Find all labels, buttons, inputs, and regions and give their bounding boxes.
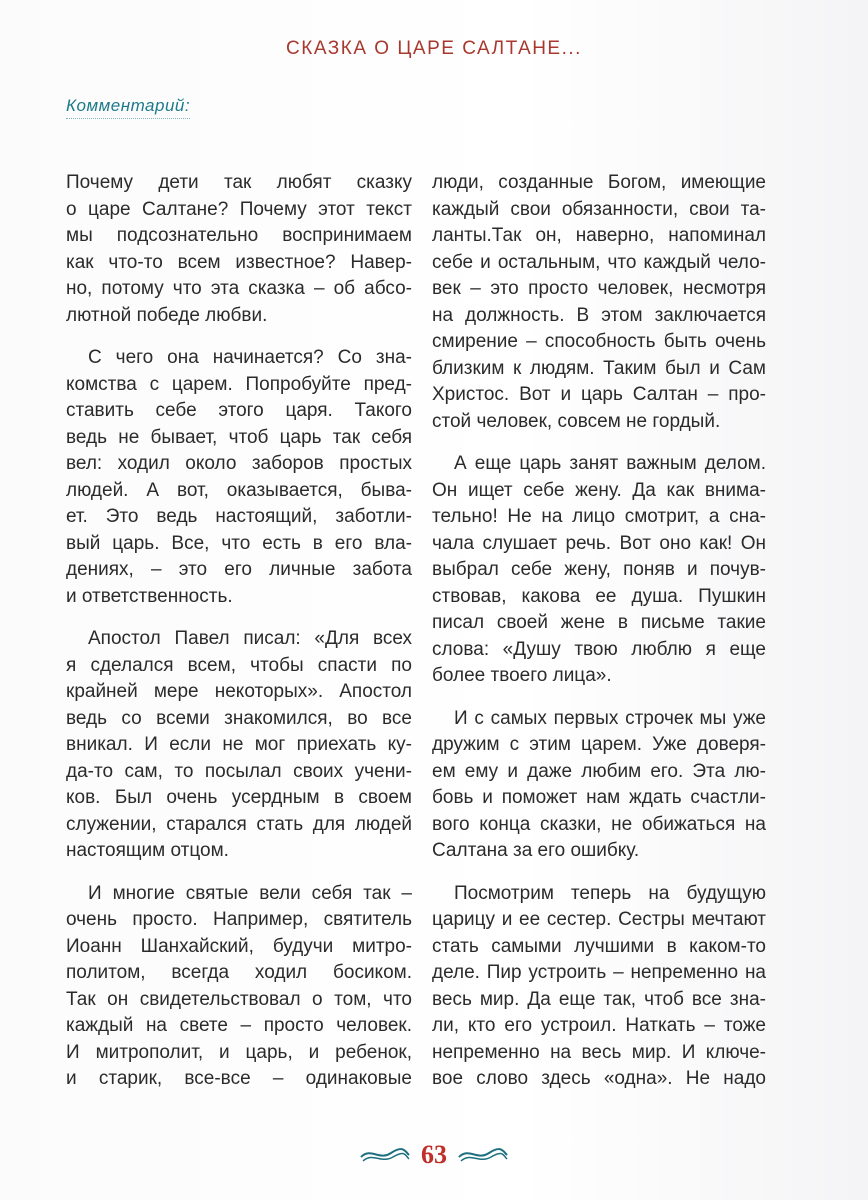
text-line: настоящим отцом.	[66, 840, 229, 861]
text-column-left	[66, 170, 412, 1109]
paragraph	[432, 706, 766, 865]
text-line: Иоанн Шанхайский, будучи митро-	[66, 935, 412, 957]
text-line: А еще царь занят важным делом.	[454, 453, 766, 474]
text-line: чала слушает речь. Вот оно как! Он	[432, 532, 766, 554]
text-line: ствовав, какова ее душа. Пушкин	[432, 585, 766, 607]
text-line: И митрополит, и царь, и ребенок,	[66, 1041, 412, 1063]
page-footer	[0, 1140, 868, 1170]
text-line: ем ему и даже любим его. Эта лю-	[432, 760, 766, 782]
running-title: СКАЗКА О ЦАРЕ САЛТАНЕ...	[286, 38, 582, 59]
paragraph	[66, 345, 412, 610]
paragraph	[66, 170, 412, 329]
text-line: ли, кто его устроил. Наткать – тоже	[432, 1015, 766, 1036]
text-line: о царе Салтане? Почему этот текст	[66, 198, 412, 220]
paragraph	[66, 626, 412, 865]
paragraph	[432, 881, 766, 1093]
text-line: Посмотрим теперь на будущую	[454, 882, 766, 904]
text-line: век – это просто человек, несмотря	[432, 278, 766, 299]
text-line: ведь со всеми знакомился, во все	[66, 707, 412, 729]
text-line: царицу и ее сестер. Сестры мечтают	[432, 909, 766, 930]
text-line: ведь не бывает, чтоб царь так себя	[66, 426, 412, 448]
text-line: служении, старался стать для людей	[66, 813, 412, 835]
text-line: очень просто. Например, святитель	[66, 909, 412, 930]
text-line: смирение – способность быть очень	[432, 331, 766, 352]
text-line: вел: ходил около заборов простых	[66, 453, 412, 474]
text-line: близким к людям. Таким был и Сам	[432, 357, 766, 379]
text-line: каждый свои обязанности, свои та-	[432, 198, 766, 220]
text-line: политом, всегда ходил босиком.	[66, 962, 412, 983]
text-line: люди, созданные Богом, имеющие	[432, 172, 766, 193]
paragraph	[432, 170, 766, 435]
text-line: ставить себе этого царя. Такого	[66, 400, 412, 421]
text-line: стать самыми лучшими в каком-то	[432, 935, 766, 957]
text-line: лютной победе любви.	[66, 304, 268, 326]
text-line: себе и остальным, что каждый чело-	[432, 251, 766, 273]
text-line: Почему дети так любят сказку	[66, 172, 412, 193]
text-line: как что-то всем известное? Навер-	[66, 251, 412, 273]
text-line: людей. А вот, оказывается, быва-	[66, 479, 412, 501]
text-line: дениях, – это его личные забота	[66, 559, 412, 580]
text-line: деле. Пир устроить – непременно на	[432, 962, 766, 983]
text-line: дружим с этим царем. Уже доверя-	[432, 734, 766, 755]
text-line: И с самых первых строчек мы уже	[454, 707, 766, 729]
text-line: Апостол Павел писал: «Для всех	[88, 628, 412, 649]
text-line: вого конца сказки, не обижаться на	[432, 813, 766, 835]
text-line: Так он свидетельствовал о том, что	[66, 988, 412, 1010]
text-line: ков. Был очень усердным в своем	[66, 787, 412, 808]
text-line: более твоего лица».	[432, 665, 612, 686]
text-line: Салтана за его ошибку.	[432, 840, 640, 861]
paragraph	[66, 881, 412, 1093]
text-line: выбрал себе жену, поняв и почув-	[432, 559, 766, 580]
text-line: и ответственность.	[66, 585, 233, 607]
text-line: и старик, все-все – одинаковые	[66, 1068, 412, 1089]
text-line: я сделался всем, чтобы спасти по	[66, 654, 412, 676]
text-line: Христос. Вот и царь Салтан – про-	[432, 384, 766, 405]
text-line: вый царь. Все, что есть в его вла-	[66, 532, 412, 554]
text-line: на должность. В этом заключается	[432, 304, 766, 326]
text-line: бовь и поможет нам ждать счастли-	[432, 787, 766, 808]
text-line: стой человек, совсем не гордый.	[432, 410, 721, 432]
swash-ornament-icon	[455, 1145, 511, 1165]
text-column-right	[432, 170, 766, 1109]
text-line: ланты.Так он, наверно, напоминал	[432, 225, 766, 246]
text-line: С чего она начинается? Со зна-	[88, 347, 412, 368]
text-line: вое слово здесь «одна». Не надо	[432, 1068, 766, 1089]
text-line: Он ищет себе жену. Да как внима-	[432, 479, 766, 501]
text-line: слова: «Душу твою люблю я еще	[432, 638, 766, 660]
page-number: 63	[421, 1140, 447, 1169]
text-line: да-то сам, то посылал своих учени-	[66, 760, 412, 782]
paragraph	[432, 451, 766, 690]
text-line: но, потому что эта сказка – об абсо-	[66, 278, 412, 299]
text-line: крайней мере некоторых». Апостол	[66, 681, 412, 702]
swash-ornament-icon	[357, 1145, 413, 1165]
text-line: каждый на свете – просто человек.	[66, 1015, 412, 1036]
text-line: писал своей жене в письме такие	[432, 612, 766, 633]
text-line: тельно! Не на лицо смотрит, а сна-	[432, 506, 766, 527]
text-line: ет. Это ведь настоящий, заботли-	[66, 506, 412, 527]
text-line: вникал. И если не мог приехать ку-	[66, 734, 412, 755]
text-line: весь мир. Да еще так, чтоб все зна-	[432, 988, 766, 1010]
text-line: мы подсознательно воспринимаем	[66, 225, 412, 246]
text-line: комства с царем. Попробуйте пред-	[66, 373, 412, 395]
section-label: Комментарий:	[66, 96, 190, 119]
text-line: И многие святые вели себя так –	[88, 882, 412, 904]
text-line: непременно на весь мир. И ключе-	[432, 1041, 766, 1063]
